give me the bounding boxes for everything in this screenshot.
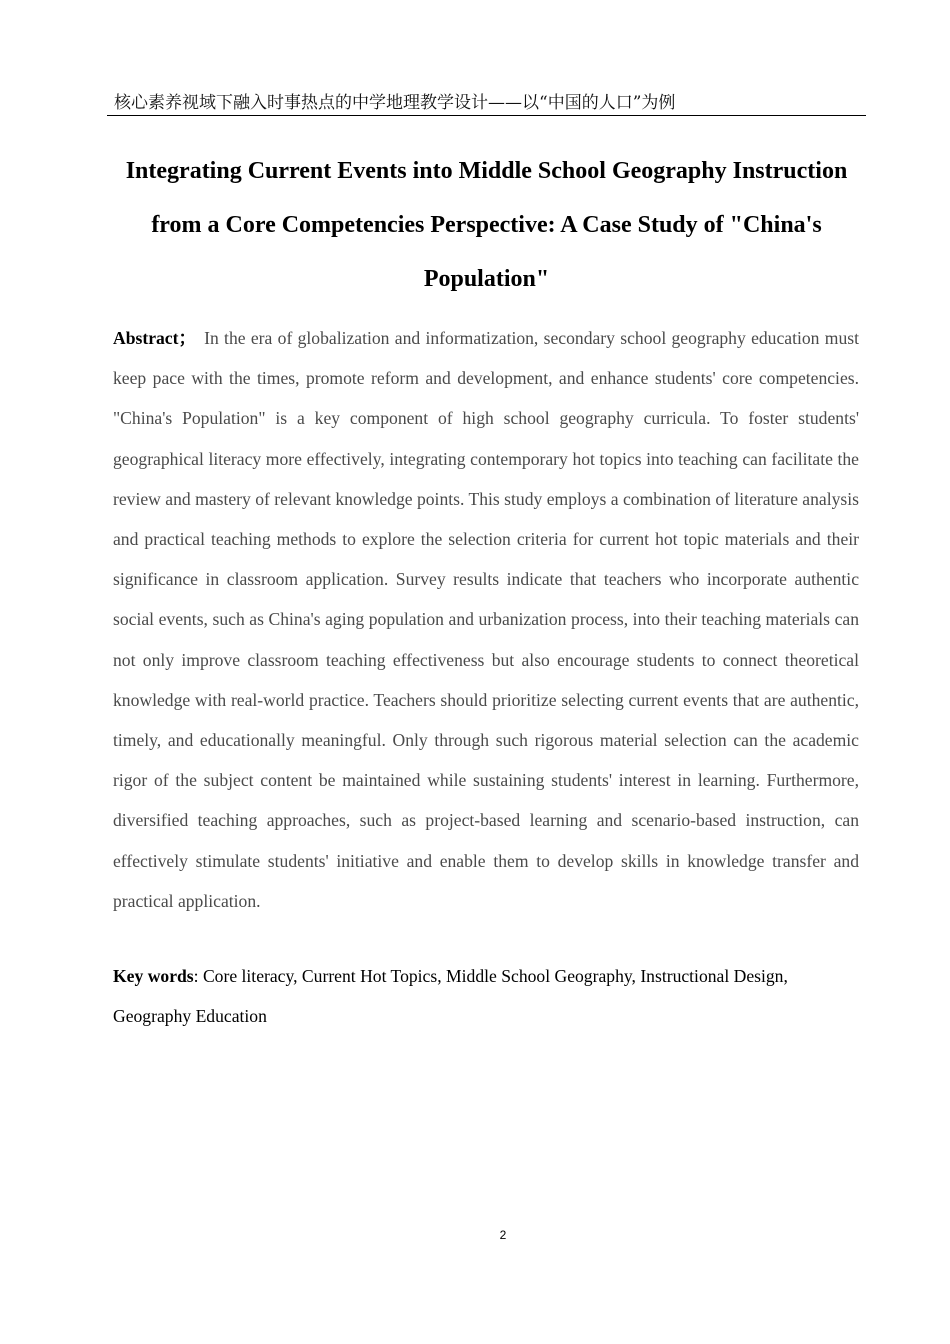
- abstract-label: Abstract: [113, 328, 179, 348]
- keywords-label: Key words: [113, 966, 194, 986]
- page-number: 2: [499, 1228, 507, 1242]
- running-header-title: 核心素养视域下融入时事热点的中学地理教学设计——以“中国的人口”为例: [114, 93, 676, 113]
- running-header: [107, 90, 866, 116]
- abstract-separator: ；: [178, 328, 197, 348]
- abstract-paragraph: [113, 318, 859, 921]
- keywords-text: Core literacy, Current Hot Topics, Middle School Geography, Instructional Design, Geography Education: [113, 966, 788, 1026]
- keywords-paragraph: [113, 956, 859, 1036]
- paper-title: Integrating Current Events into Middle School Geography Instruction from a Core Competencies Perspective: A Case Study of "China's Population": [125, 158, 848, 292]
- abstract-text: In the era of globalization and informatization, secondary school geography education must keep pace with the times, promote reform and development, and enhance students' core competencies. "China's Population" is a key component of high school geography curricula. To foster students' geographical literacy more effectively, integrating contemporary hot topics into teaching can facilitate the review and mastery of relevant knowledge points. This study employs a combination of literature analysis and practical teaching methods to explore the selection criteria for current hot topic materials and their significance in classroom application. Survey results indicate that teachers who incorporate authentic social events, such as China's aging population and urbanization process, into their teaching materials can not only improve classroom teaching effectiveness but also encourage students to connect theoretical knowledge with real-world practice. Teachers should prioritize selecting current events that are authentic, timely, and educationally meaningful. Only through such rigorous material selection can the academic rigor of the subject content be maintained while sustaining students' interest in learning. Furthermore, diversified teaching approaches, such as project-based learning and scenario-based instruction, can effectively stimulate students' initiative and enable them to develop skills in knowledge transfer and practical application.: [113, 328, 859, 911]
- keywords-separator: :: [193, 966, 203, 986]
